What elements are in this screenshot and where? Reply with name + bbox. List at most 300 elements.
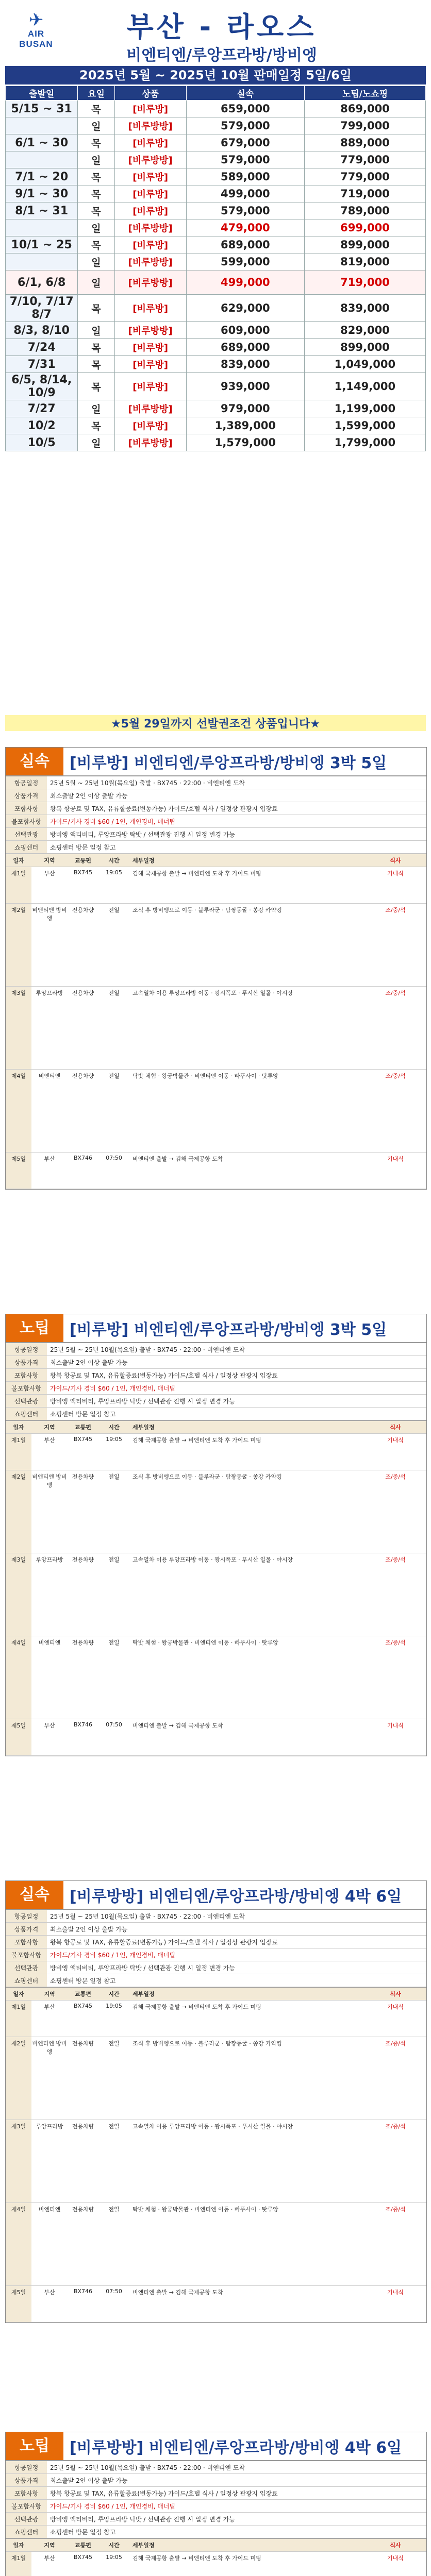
schedule-cell-meal: 조/중/석 bbox=[385, 907, 406, 913]
price-product: [비루방] bbox=[114, 168, 186, 185]
price-row bbox=[6, 253, 426, 270]
price-notip: 779,000 bbox=[304, 168, 425, 185]
price-basic: 609,000 bbox=[186, 322, 304, 339]
schedule-cell-day: 제1일 bbox=[6, 2001, 31, 2037]
price-day: 일 bbox=[78, 151, 114, 168]
schedule-table bbox=[6, 1420, 426, 1756]
schedule-cell-time: 전일 bbox=[108, 1639, 120, 1646]
info-key: 불포함사항 bbox=[6, 1948, 47, 1961]
schedule-cell-time: 전일 bbox=[108, 907, 120, 913]
info-key: 포함사항 bbox=[6, 1369, 47, 1381]
schedule-header-cell: 식사 bbox=[390, 857, 401, 864]
schedule-header-cell: 지역 bbox=[44, 857, 55, 864]
schedule-cell-trans: BX745 bbox=[73, 2003, 93, 2009]
price-date bbox=[6, 219, 78, 236]
info-value: 왕복 항공료 및 TAX, 유류할증료(변동가능) 가이드/호텔 식사 / 일정상 관광지 입장료 bbox=[50, 2489, 278, 2497]
schedule-cell-trans: 전용차량 bbox=[72, 1556, 94, 1563]
schedule-cell-detail: 고속열차 이용 루앙프라방 이동 · 꽝시폭포 · 푸시산 일몰 · 야시장 bbox=[132, 990, 293, 996]
schedule-cell-time: 07:50 bbox=[106, 1721, 122, 1728]
schedule-cell-place: 부산 bbox=[44, 1156, 55, 1162]
price-basic: 659,000 bbox=[186, 100, 304, 117]
schedule-header bbox=[6, 854, 426, 867]
schedule-cell-meal: 기내식 bbox=[387, 2004, 404, 2010]
schedule-cell-day: 제5일 bbox=[6, 1153, 31, 1189]
schedule-cell-meal: 조/중/석 bbox=[385, 990, 406, 996]
schedule-cell-day: 제2일 bbox=[6, 2037, 31, 2120]
price-product: [비루방방] bbox=[114, 151, 186, 168]
info-row bbox=[6, 2474, 426, 2487]
price-row bbox=[6, 151, 426, 168]
info-row bbox=[6, 1961, 426, 1974]
schedule-cell-place: 루앙프라방 bbox=[36, 2123, 63, 2130]
schedule-header-cell: 세부일정 bbox=[132, 2542, 155, 2549]
itinerary-header bbox=[6, 1314, 426, 1343]
schedule-cell-day: 제3일 bbox=[6, 1553, 31, 1636]
info-value: 쇼핑센터 방문 일정 참고 bbox=[50, 2528, 116, 2536]
price-day: 목 bbox=[78, 185, 114, 202]
schedule-row bbox=[6, 1719, 426, 1756]
info-key: 쇼핑센터 bbox=[6, 2526, 47, 2538]
price-basic: 939,000 bbox=[186, 373, 304, 400]
price-basic: 479,000 bbox=[186, 219, 304, 236]
schedule-header-cell: 세부일정 bbox=[132, 1991, 155, 1997]
price-basic: 499,000 bbox=[186, 185, 304, 202]
price-product: [비루방] bbox=[114, 373, 186, 400]
price-product: [비루방] bbox=[114, 236, 186, 253]
price-basic: 1,389,000 bbox=[186, 417, 304, 434]
schedule-cell-day: 제3일 bbox=[6, 2120, 31, 2202]
epd-basic: 499,000 bbox=[186, 270, 304, 295]
page-subtitle: 비엔티엔/루앙프라방/방비엥 bbox=[126, 46, 317, 64]
info-row bbox=[6, 815, 426, 828]
itinerary-title: [비루방방] 비엔티엔/루앙프라방/방비엥 4박 6일 bbox=[70, 1888, 402, 1906]
epd-row bbox=[6, 270, 426, 295]
price-product: [비루방] bbox=[114, 356, 186, 373]
price-row bbox=[6, 100, 426, 117]
schedule-cell-meal: 조/중/석 bbox=[385, 1473, 406, 1480]
schedule-cell-meal: 기내식 bbox=[387, 870, 404, 877]
info-key: 상품가격 bbox=[6, 789, 47, 802]
schedule-cell-trans: BX745 bbox=[73, 2554, 93, 2561]
schedule-cell-meal: 조/중/석 bbox=[385, 2206, 406, 2213]
schedule-cell-place: 비엔티엔 방비엥 bbox=[32, 2040, 67, 2055]
schedule-cell-detail: 김해 국제공항 출발 → 비엔티엔 도착 후 가이드 미팅 bbox=[132, 1437, 261, 1444]
price-day: 목 bbox=[78, 295, 114, 322]
schedule-cell-meal: 기내식 bbox=[387, 1156, 404, 1162]
price-product: [비루방] bbox=[114, 339, 186, 356]
info-key: 선택관광 bbox=[6, 2513, 47, 2525]
info-value: 방비엥 액티비티, 루앙프라방 탁밧 / 선택관광 진행 시 일정 변경 가능 bbox=[50, 2515, 235, 2523]
itinerary-section bbox=[5, 747, 427, 1190]
sale-period-banner: 2025년 5월 ~ 2025년 10월 판매일정 5일/6일 bbox=[5, 66, 426, 84]
price-day: 일 bbox=[78, 434, 114, 451]
schedule-cell-day: 제5일 bbox=[6, 1719, 31, 1755]
schedule-cell-meal: 조/중/석 bbox=[385, 1556, 406, 1563]
price-date: 9/1 ~ 30 bbox=[6, 185, 78, 202]
price-date bbox=[6, 117, 78, 134]
schedule-cell-detail: 김해 국제공항 출발 → 비엔티엔 도착 후 가이드 미팅 bbox=[132, 2555, 261, 2562]
info-value: 쇼핑센터 방문 일정 참고 bbox=[50, 1410, 116, 1418]
price-notip: 889,000 bbox=[304, 134, 425, 151]
price-row bbox=[6, 295, 426, 322]
price-date: 6/1 ~ 30 bbox=[6, 134, 78, 151]
price-date: 5/15 ~ 31 bbox=[6, 100, 78, 117]
schedule-row bbox=[6, 2001, 426, 2037]
price-row bbox=[6, 373, 426, 400]
price-basic: 979,000 bbox=[186, 400, 304, 417]
itinerary-header bbox=[6, 2432, 426, 2461]
price-day: 일 bbox=[78, 400, 114, 417]
schedule-cell-detail: 고속열차 이용 루앙프라방 이동 · 꽝시폭포 · 푸시산 일몰 · 야시장 bbox=[132, 2123, 293, 2130]
price-day: 목 bbox=[78, 134, 114, 151]
col-basic: 실속 bbox=[186, 86, 304, 100]
schedule-cell-detail: 비엔티엔 출발 → 김해 국제공항 도착 bbox=[132, 1156, 223, 1162]
schedule-cell-day: 제4일 bbox=[6, 1636, 31, 1719]
airline-logo-icon: ✈ bbox=[28, 10, 44, 30]
info-key: 쇼핑센터 bbox=[6, 1408, 47, 1420]
schedule-row bbox=[6, 1070, 426, 1153]
price-date bbox=[6, 151, 78, 168]
schedule-header-cell: 지역 bbox=[44, 1991, 55, 1997]
price-date bbox=[6, 253, 78, 270]
schedule-cell-place: 부산 bbox=[44, 2289, 55, 2296]
schedule-cell-trans: BX746 bbox=[73, 1155, 93, 1161]
price-notip: 1,799,000 bbox=[304, 434, 425, 451]
price-basic: 839,000 bbox=[186, 356, 304, 373]
schedule-cell-detail: 고속열차 이용 루앙프라방 이동 · 꽝시폭포 · 푸시산 일몰 · 야시장 bbox=[132, 1556, 293, 1563]
product-type-badge: 노팁 bbox=[6, 2432, 63, 2460]
schedule-cell-meal: 조/중/석 bbox=[385, 2123, 406, 2130]
price-basic: 599,000 bbox=[186, 253, 304, 270]
price-product: [비루방방] bbox=[114, 253, 186, 270]
price-basic: 589,000 bbox=[186, 168, 304, 185]
info-key: 쇼핑센터 bbox=[6, 1974, 47, 1987]
info-value: 최소출발 2인 이상 출발 가능 bbox=[50, 1925, 128, 1933]
price-product: [비루방] bbox=[114, 134, 186, 151]
schedule-row bbox=[6, 1434, 426, 1470]
info-value: 최소출발 2인 이상 출발 가능 bbox=[50, 1359, 128, 1366]
schedule-cell-trans: 전용차량 bbox=[72, 2206, 94, 2213]
price-row bbox=[6, 434, 426, 451]
price-day: 목 bbox=[78, 417, 114, 434]
schedule-row bbox=[6, 904, 426, 987]
price-day: 목 bbox=[78, 236, 114, 253]
info-key: 상품가격 bbox=[6, 1923, 47, 1935]
info-value: 가이드/기사 경비 $60 / 1인, 개인경비, 매너팁 bbox=[50, 1384, 176, 1392]
price-date: 7/27 bbox=[6, 400, 78, 417]
itinerary-section bbox=[5, 2432, 427, 2576]
schedule-cell-trans: BX745 bbox=[73, 1436, 93, 1443]
info-value: 가이드/기사 경비 $60 / 1인, 개인경비, 매너팁 bbox=[50, 2502, 176, 2510]
product-type-badge: 노팁 bbox=[6, 1314, 63, 1342]
info-key: 불포함사항 bbox=[6, 2500, 47, 2512]
price-row bbox=[6, 322, 426, 339]
schedule-header-cell: 식사 bbox=[390, 1991, 401, 1997]
schedule-cell-trans: 전용차량 bbox=[72, 1639, 94, 1646]
schedule-cell-time: 07:50 bbox=[106, 2288, 122, 2295]
schedule-cell-detail: 비엔티엔 출발 → 김해 국제공항 도착 bbox=[132, 1722, 223, 1729]
itinerary-section bbox=[5, 1880, 427, 2323]
info-value: 왕복 항공료 및 TAX, 유류할증료(변동가능) 가이드/호텔 식사 / 일정상 관광지 입장료 bbox=[50, 1938, 278, 1946]
info-value: 방비엥 액티비티, 루앙프라방 탁밧 / 선택관광 진행 시 일정 변경 가능 bbox=[50, 831, 235, 838]
price-basic: 579,000 bbox=[186, 151, 304, 168]
info-value: 최소출발 2인 이상 출발 가능 bbox=[50, 2477, 128, 2484]
price-notip: 899,000 bbox=[304, 236, 425, 253]
schedule-cell-day: 제2일 bbox=[6, 1470, 31, 1553]
schedule-table bbox=[6, 1987, 426, 2323]
schedule-cell-place: 비엔티엔 bbox=[38, 2206, 61, 2213]
info-key: 선택관광 bbox=[6, 1395, 47, 1407]
info-key: 항공일정 bbox=[6, 776, 47, 789]
schedule-cell-detail: 김해 국제공항 출발 → 비엔티엔 도착 후 가이드 미팅 bbox=[132, 870, 261, 877]
schedule-row bbox=[6, 2037, 426, 2120]
price-row bbox=[6, 168, 426, 185]
price-row bbox=[6, 236, 426, 253]
info-row bbox=[6, 789, 426, 802]
schedule-cell-day: 제1일 bbox=[6, 1434, 31, 1470]
schedule-row bbox=[6, 867, 426, 904]
schedule-header-cell: 교통편 bbox=[75, 1991, 91, 1997]
schedule-table bbox=[6, 854, 426, 1189]
price-row bbox=[6, 339, 426, 356]
schedule-header bbox=[6, 1421, 426, 1434]
schedule-cell-trans: BX745 bbox=[73, 869, 93, 876]
schedule-cell-meal: 기내식 bbox=[387, 1437, 404, 1444]
schedule-header bbox=[6, 2539, 426, 2552]
info-row bbox=[6, 1936, 426, 1948]
schedule-cell-time: 전일 bbox=[108, 2040, 120, 2047]
price-notip: 899,000 bbox=[304, 339, 425, 356]
schedule-row bbox=[6, 2203, 426, 2286]
schedule-cell-place: 부산 bbox=[44, 1722, 55, 1729]
schedule-header-cell: 일자 bbox=[6, 1421, 31, 1433]
schedule-cell-time: 19:05 bbox=[106, 1436, 122, 1443]
schedule-row bbox=[6, 987, 426, 1070]
price-product: [비루방방] bbox=[114, 219, 186, 236]
schedule-cell-place: 부산 bbox=[44, 1437, 55, 1444]
price-date: 7/10, 7/17 8/7 bbox=[6, 295, 78, 322]
schedule-cell-time: 전일 bbox=[108, 2123, 120, 2130]
price-basic: 1,579,000 bbox=[186, 434, 304, 451]
price-basic: 579,000 bbox=[186, 202, 304, 219]
info-key: 상품가격 bbox=[6, 2474, 47, 2486]
info-key: 포함사항 bbox=[6, 802, 47, 815]
schedule-header-cell: 일자 bbox=[6, 1988, 31, 2000]
schedule-cell-place: 부산 bbox=[44, 2004, 55, 2010]
schedule-header bbox=[6, 1988, 426, 2001]
price-product: [비루방] bbox=[114, 417, 186, 434]
price-product: [비루방] bbox=[114, 202, 186, 219]
schedule-cell-detail: 조식 후 방비엥으로 이동 · 블루라군 · 탐짱동굴 · 쏭강 카약킹 bbox=[132, 1473, 282, 1480]
price-row bbox=[6, 202, 426, 219]
schedule-cell-detail: 비엔티엔 출발 → 김해 국제공항 도착 bbox=[132, 2289, 223, 2296]
schedule-cell-detail: 탁밧 체험 · 왕궁박물관 · 비엔티엔 이동 · 빠뚜사이 · 탓루앙 bbox=[132, 1639, 278, 1646]
schedule-cell-meal: 기내식 bbox=[387, 2289, 404, 2296]
price-product: [비루방] bbox=[114, 295, 186, 322]
schedule-cell-day: 제1일 bbox=[6, 867, 31, 903]
price-product: [비루방방] bbox=[114, 434, 186, 451]
schedule-cell-meal: 기내식 bbox=[387, 1722, 404, 1729]
schedule-cell-detail: 조식 후 방비엥으로 이동 · 블루라군 · 탐짱동굴 · 쏭강 카약킹 bbox=[132, 2040, 282, 2047]
info-value: 쇼핑센터 방문 일정 참고 bbox=[50, 1977, 116, 1985]
info-value: 왕복 항공료 및 TAX, 유류할증료(변동가능) 가이드/호텔 식사 / 일정상 관광지 입장료 bbox=[50, 805, 278, 812]
schedule-cell-time: 전일 bbox=[108, 1473, 120, 1480]
price-product: [비루방방] bbox=[114, 400, 186, 417]
price-date: 6/5, 8/14, 10/9 bbox=[6, 373, 78, 400]
price-date: 8/1 ~ 31 bbox=[6, 202, 78, 219]
price-notip: 789,000 bbox=[304, 202, 425, 219]
schedule-cell-trans: 전용차량 bbox=[72, 2040, 94, 2047]
price-day: 목 bbox=[78, 168, 114, 185]
info-row bbox=[6, 1343, 426, 1356]
price-day: 일 bbox=[78, 253, 114, 270]
info-row bbox=[6, 2461, 426, 2474]
schedule-cell-trans: BX746 bbox=[73, 1721, 93, 1728]
itinerary-title: [비루방] 비엔티엔/루앙프라방/방비엥 3박 5일 bbox=[70, 1321, 387, 1339]
price-product: [비루방] bbox=[114, 100, 186, 117]
info-row bbox=[6, 1910, 426, 1923]
price-notip: 1,199,000 bbox=[304, 400, 425, 417]
schedule-header-cell: 시간 bbox=[108, 1991, 120, 1997]
schedule-cell-place: 비엔티엔 bbox=[38, 1073, 61, 1079]
price-product: [비루방방] bbox=[114, 322, 186, 339]
schedule-cell-place: 비엔티엔 방비엥 bbox=[32, 907, 67, 922]
schedule-cell-time: 19:05 bbox=[106, 869, 122, 876]
price-basic: 579,000 bbox=[186, 117, 304, 134]
price-product: [비루방방] bbox=[114, 117, 186, 134]
schedule-header-cell: 시간 bbox=[108, 2542, 120, 2549]
schedule-cell-time: 전일 bbox=[108, 2206, 120, 2213]
info-key: 포함사항 bbox=[6, 2487, 47, 2499]
col-notip: 노팁/노쇼핑 bbox=[304, 86, 425, 100]
schedule-header-cell: 일자 bbox=[6, 2539, 31, 2551]
col-date: 출발일 bbox=[6, 86, 78, 100]
epd-day: 일 bbox=[78, 270, 114, 295]
schedule-cell-trans: 전용차량 bbox=[72, 990, 94, 996]
schedule-cell-meal: 조/중/석 bbox=[385, 1073, 406, 1079]
schedule-cell-detail: 탁밧 체험 · 왕궁박물관 · 비엔티엔 이동 · 빠뚜사이 · 탓루앙 bbox=[132, 2206, 278, 2213]
schedule-header-cell: 세부일정 bbox=[132, 1424, 155, 1431]
price-row bbox=[6, 134, 426, 151]
info-key: 선택관광 bbox=[6, 828, 47, 840]
info-value: 가이드/기사 경비 $60 / 1인, 개인경비, 매너팁 bbox=[50, 818, 176, 825]
price-date: 10/2 bbox=[6, 417, 78, 434]
info-key: 항공일정 bbox=[6, 1910, 47, 1922]
schedule-row bbox=[6, 1636, 426, 1719]
info-row bbox=[6, 1369, 426, 1382]
info-row bbox=[6, 776, 426, 789]
product-type-badge: 실속 bbox=[6, 1881, 63, 1909]
info-value: 25년 5월 ~ 25년 10월(목요일) 출발 · BX745 · 22:00 · 비엔티엔 도착 bbox=[50, 779, 245, 787]
info-row bbox=[6, 802, 426, 815]
price-basic: 689,000 bbox=[186, 339, 304, 356]
schedule-row bbox=[6, 2286, 426, 2323]
price-notip: 719,000 bbox=[304, 185, 425, 202]
info-value: 가이드/기사 경비 $60 / 1인, 개인경비, 매너팁 bbox=[50, 1951, 176, 1959]
schedule-cell-time: 07:50 bbox=[106, 1155, 122, 1161]
price-notip: 799,000 bbox=[304, 117, 425, 134]
schedule-header-cell: 교통편 bbox=[75, 1424, 91, 1431]
price-basic: 629,000 bbox=[186, 295, 304, 322]
info-row bbox=[6, 1356, 426, 1369]
info-row bbox=[6, 1382, 426, 1395]
schedule-cell-time: 19:05 bbox=[106, 2554, 122, 2561]
price-notip: 1,599,000 bbox=[304, 417, 425, 434]
schedule-table bbox=[6, 2538, 426, 2576]
schedule-row bbox=[6, 2120, 426, 2203]
schedule-cell-trans: 전용차량 bbox=[72, 2123, 94, 2130]
price-day: 일 bbox=[78, 322, 114, 339]
price-date: 7/31 bbox=[6, 356, 78, 373]
airline-logo bbox=[11, 11, 61, 49]
schedule-cell-day: 제4일 bbox=[6, 1070, 31, 1152]
price-row bbox=[6, 356, 426, 373]
info-key: 항공일정 bbox=[6, 1343, 47, 1355]
itinerary-section bbox=[5, 1314, 427, 1756]
info-key: 쇼핑센터 bbox=[6, 841, 47, 853]
schedule-cell-place: 비엔티엔 방비엥 bbox=[32, 1473, 67, 1488]
price-day: 일 bbox=[78, 117, 114, 134]
schedule-cell-place: 비엔티엔 bbox=[38, 1639, 61, 1646]
schedule-cell-time: 전일 bbox=[108, 1073, 120, 1079]
schedule-cell-meal: 기내식 bbox=[387, 2555, 404, 2562]
info-key: 불포함사항 bbox=[6, 1382, 47, 1394]
price-row bbox=[6, 400, 426, 417]
info-row bbox=[6, 828, 426, 841]
epd-product: [비루방방] bbox=[114, 270, 186, 295]
schedule-header-cell: 교통편 bbox=[75, 2542, 91, 2549]
schedule-cell-day: 제4일 bbox=[6, 2203, 31, 2285]
notice: ★5월 29일까지 선발권조건 상품입니다★ bbox=[5, 715, 426, 731]
price-day: 목 bbox=[78, 356, 114, 373]
itinerary-title: [비루방] 비엔티엔/루앙프라방/방비엥 3박 5일 bbox=[70, 754, 387, 772]
price-notip: 829,000 bbox=[304, 322, 425, 339]
price-notip: 779,000 bbox=[304, 151, 425, 168]
price-day: 목 bbox=[78, 100, 114, 117]
schedule-cell-time: 전일 bbox=[108, 1556, 120, 1563]
airline-name: AIR BUSAN bbox=[19, 29, 53, 49]
page-title: 부산 - 라오스 bbox=[126, 11, 317, 43]
schedule-row bbox=[6, 2552, 426, 2576]
price-day: 목 bbox=[78, 339, 114, 356]
info-row bbox=[6, 1395, 426, 1408]
schedule-cell-place: 부산 bbox=[44, 2555, 55, 2562]
info-row bbox=[6, 2487, 426, 2500]
col-day: 요일 bbox=[78, 86, 114, 100]
schedule-row bbox=[6, 1553, 426, 1636]
info-value: 25년 5월 ~ 25년 10월(목요일) 출발 · BX745 · 22:00 · 비엔티엔 도착 bbox=[50, 2464, 245, 2471]
info-row bbox=[6, 841, 426, 854]
schedule-cell-day: 제2일 bbox=[6, 904, 31, 986]
info-value: 25년 5월 ~ 25년 10월(목요일) 출발 · BX745 · 22:00 · 비엔티엔 도착 bbox=[50, 1346, 245, 1353]
price-table bbox=[5, 86, 426, 451]
price-date: 8/3, 8/10 bbox=[6, 322, 78, 339]
info-key: 항공일정 bbox=[6, 2461, 47, 2473]
schedule-cell-trans: BX746 bbox=[73, 2288, 93, 2295]
price-notip: 699,000 bbox=[304, 219, 425, 236]
price-notip: 1,149,000 bbox=[304, 373, 425, 400]
price-notip: 869,000 bbox=[304, 100, 425, 117]
info-key: 선택관광 bbox=[6, 1961, 47, 1974]
schedule-cell-day: 제5일 bbox=[6, 2286, 31, 2322]
info-row bbox=[6, 1408, 426, 1420]
schedule-cell-trans: 전용차량 bbox=[72, 1073, 94, 1079]
schedule-header-cell: 식사 bbox=[390, 1424, 401, 1431]
itinerary-title: [비루방방] 비엔티엔/루앙프라방/방비엥 4박 6일 bbox=[70, 2439, 402, 2457]
schedule-cell-place: 루앙프라방 bbox=[36, 990, 63, 996]
price-day: 일 bbox=[78, 219, 114, 236]
schedule-cell-trans: 전용차량 bbox=[72, 1473, 94, 1480]
